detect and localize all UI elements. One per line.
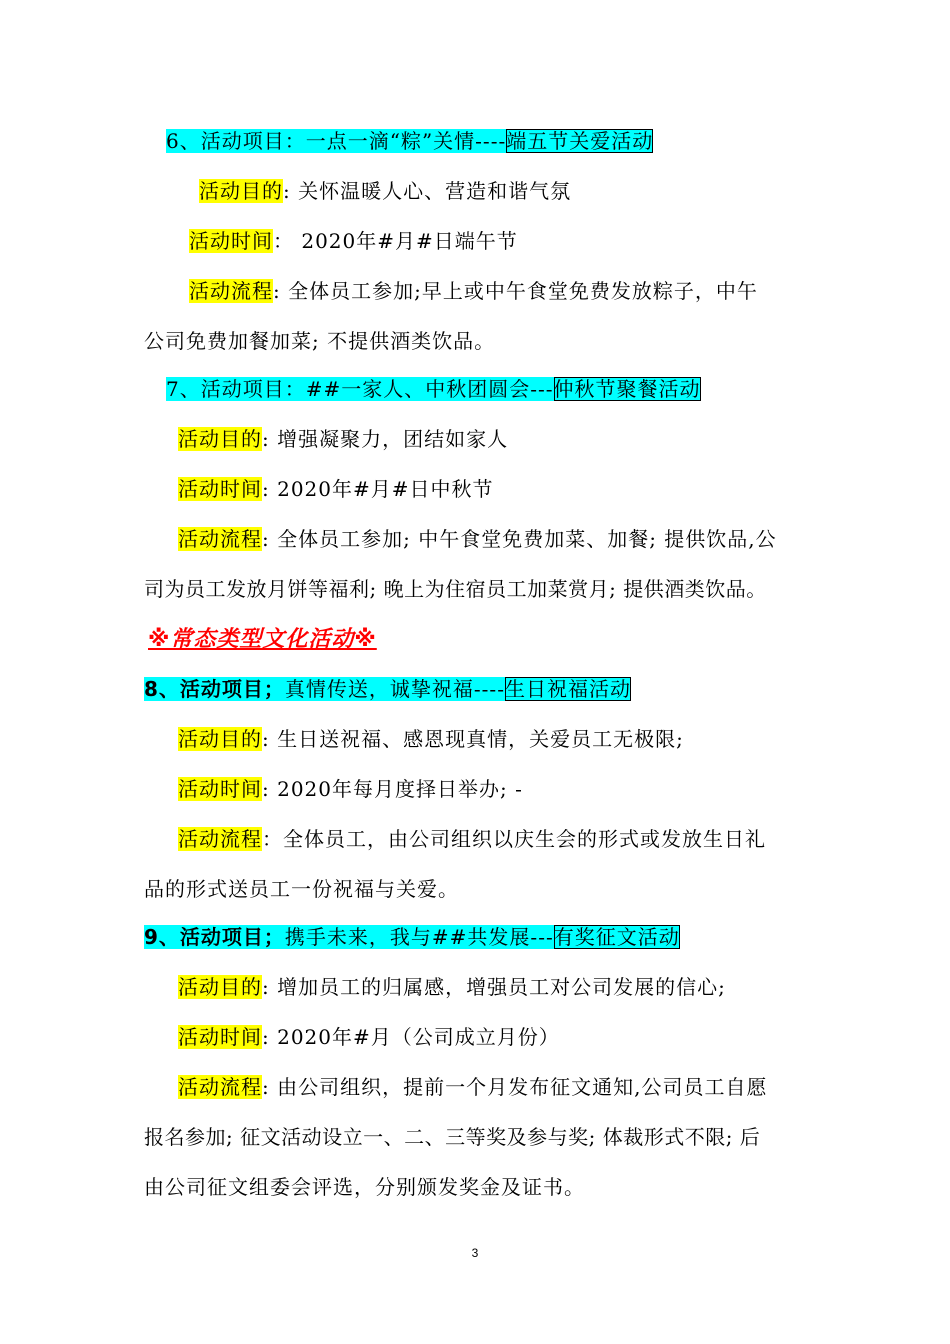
item-7-purpose-text: : 增强凝聚力，团结如家人 <box>262 427 509 451</box>
item-9-flow-text-1: : 由公司组织，提前一个月发布征文通知,公司员工自愿 <box>262 1075 768 1099</box>
item-8-time-text: : 2020年每月度择日举办; - <box>262 777 523 801</box>
item-7-heading <box>166 375 701 403</box>
item-9-heading-boxed: 有奖征文活动 <box>553 925 680 949</box>
item-8-purpose-text: : 生日送祝福、感恩现真情，关爱员工无极限; <box>262 727 684 751</box>
item-8-purpose <box>178 725 684 753</box>
item-6-heading-text: 6、活动项目：一点一滴“粽”关情---- <box>166 129 507 153</box>
item-7-flow <box>178 525 777 553</box>
item-7-flow-text-1: : 全体员工参加; 中午食堂免费加菜、加餐; 提供饮品,公 <box>262 527 777 551</box>
item-9-purpose-label: 活动目的 <box>178 975 262 999</box>
item-9-heading-text: 携手未来，我与##共发展--- <box>284 925 554 949</box>
item-7-time-label: 活动时间 <box>178 477 262 501</box>
item-7-flow-line-2: 司为员工发放月饼等福利; 晚上为住宿员工加菜赏月; 提供酒类饮品。 <box>144 577 767 601</box>
item-8-flow-text-1: ：全体员工，由公司组织以庆生会的形式或发放生日礼 <box>262 827 766 851</box>
item-6-purpose <box>199 177 571 205</box>
item-8-heading-prefix: 8、活动项目； <box>144 677 285 701</box>
item-9-flow-label: 活动流程 <box>178 1075 262 1099</box>
item-7-time <box>178 475 494 503</box>
item-8-heading-text: 真情传送，诚挚祝福---- <box>284 677 505 701</box>
item-6-flow <box>189 277 758 305</box>
item-6-flow-line-2: 公司免费加餐加菜; 不提供酒类饮品。 <box>144 329 496 353</box>
item-7-heading-boxed: 仲秋节聚餐活动 <box>553 377 701 401</box>
item-6-time-label: 活动时间 <box>189 229 273 253</box>
item-7-heading-text: 7、活动项目：##一家人、中秋团圆会--- <box>166 377 554 401</box>
item-6-time-text: ： 2020年#月#日端午节 <box>273 229 518 253</box>
item-6-time <box>189 227 518 255</box>
item-7-time-text: : 2020年#月#日中秋节 <box>262 477 494 501</box>
item-6-purpose-label: 活动目的 <box>199 179 283 203</box>
item-9-purpose <box>178 973 726 1001</box>
item-7-flow-label: 活动流程 <box>178 527 262 551</box>
item-6-flow-text-1: : 全体员工参加;早上或中午食堂免费发放粽子，中午 <box>273 279 758 303</box>
item-8-purpose-label: 活动目的 <box>178 727 262 751</box>
item-8-time-label: 活动时间 <box>178 777 262 801</box>
item-9-time-label: 活动时间 <box>178 1025 262 1049</box>
item-6-heading <box>166 127 653 155</box>
item-9-time <box>178 1023 560 1051</box>
item-6-flow-label: 活动流程 <box>189 279 273 303</box>
item-9-flow-line-3: 由公司征文组委会评选，分别颁发奖金及证书。 <box>144 1175 585 1199</box>
item-7-purpose-label: 活动目的 <box>178 427 262 451</box>
page-number: 3 <box>471 1246 479 1260</box>
item-8-flow-line-2: 品的形式送员工一份祝福与关爱。 <box>144 877 459 901</box>
item-6-heading-boxed: 端五节关爱活动 <box>506 129 654 153</box>
item-8-flow-label: 活动流程 <box>178 827 262 851</box>
section-title: ※常态类型文化活动※ <box>148 627 377 652</box>
item-9-heading-prefix: 9、活动项目； <box>144 925 285 949</box>
item-8-heading-boxed: 生日祝福活动 <box>504 677 631 701</box>
item-6-purpose-text: : 关怀温暖人心、营造和谐气氛 <box>283 179 572 203</box>
item-7-purpose <box>178 425 508 453</box>
item-8-flow <box>178 825 766 853</box>
item-8-time <box>178 775 523 803</box>
item-8-heading <box>144 675 631 703</box>
item-9-flow-line-2: 报名参加; 征文活动设立一、二、三等奖及参与奖; 体裁形式不限; 后 <box>144 1125 761 1149</box>
item-9-purpose-text: : 增加员工的归属感，增强员工对公司发展的信心; <box>262 975 726 999</box>
item-9-heading <box>144 923 680 951</box>
item-9-flow <box>178 1073 767 1101</box>
item-9-time-text: : 2020年#月（公司成立月份） <box>262 1025 560 1049</box>
